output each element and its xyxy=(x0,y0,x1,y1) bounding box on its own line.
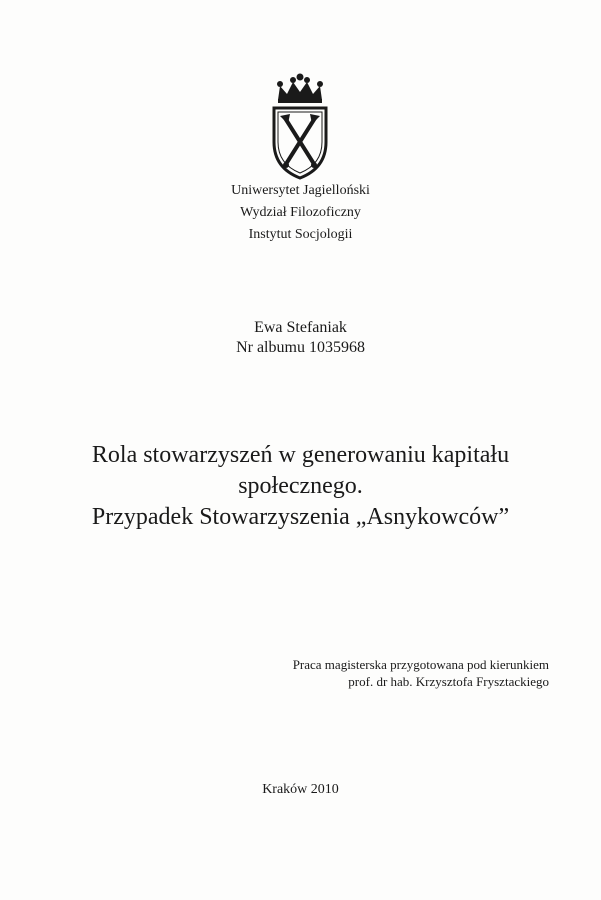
author-name: Ewa Stefaniak xyxy=(254,319,347,336)
place-date: Kraków 2010 xyxy=(262,782,339,797)
university-name: Uniwersytet Jagielloński xyxy=(231,183,370,198)
university-block xyxy=(0,180,601,246)
faculty-name: Wydział Filozoficzny xyxy=(240,205,361,220)
supervisor-name: prof. dr hab. Krzysztofa Frysztackiego xyxy=(348,674,549,689)
thesis-type: Praca magisterska przygotowana pod kierunkiem xyxy=(292,657,549,672)
institute-name: Instytut Socjologii xyxy=(248,227,353,242)
supervisor-block xyxy=(293,656,549,690)
thesis-title xyxy=(0,440,601,533)
university-crest-icon xyxy=(268,72,332,182)
title-line-3: Przypadek Stowarzyszenia „Asnykowców” xyxy=(91,504,510,530)
title-line-2: społecznego. xyxy=(238,473,363,499)
title-line-1: Rola stowarzyszeń w generowaniu kapitału xyxy=(91,442,510,468)
album-number: Nr albumu 1035968 xyxy=(236,339,365,356)
author-block xyxy=(0,318,601,358)
